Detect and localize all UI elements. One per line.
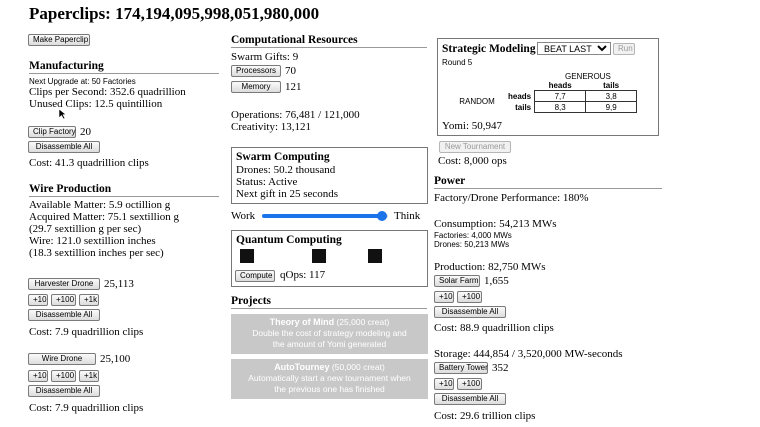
acquired-matter: Acquired Matter: 75.1 sextillion g [29,211,179,223]
harvester-plus-100-button[interactable]: +100 [51,294,76,306]
payoff-cell: 8,3 [535,102,586,113]
processors-count: 70 [285,65,296,77]
wire-plus-100-button[interactable]: +100 [51,370,76,382]
payoff-cell: 7,7 [535,91,586,102]
available-matter: Available Matter: 5.9 octillion g [29,199,171,211]
row-tails-label: tails [515,102,532,112]
project-description: Double the cost of strategy modeling and [252,328,407,338]
battery-tower-cost: Cost: 29.6 trillion clips [434,410,536,422]
payoff-cell: 3,8 [586,91,637,102]
make-paperclip-button[interactable]: Make Paperclip [28,34,90,46]
project-description: the previous one has finished [274,384,385,394]
operations-text: Operations: 76,481 / 121,000 [231,109,360,121]
solar-disassemble-button[interactable]: Disassemble All [434,306,506,318]
project-description: the amount of Yomi generated [272,339,387,349]
wire-plus-10-button[interactable]: +10 [28,370,48,382]
clips-per-second: Clips per Second: 352.6 quadrillion [29,86,186,98]
quantum-chip [312,249,326,263]
qops-text: qOps: 117 [280,269,326,281]
memory-button[interactable]: Memory [231,81,281,93]
wire-drone-button[interactable]: Wire Drone [28,353,96,365]
run-tournament-button[interactable]: Run [613,43,635,55]
work-think-slider-thumb[interactable] [377,211,387,221]
compute-button[interactable]: Compute [235,270,275,282]
swarm-computing-heading: Swarm Computing [236,151,330,163]
mouse-cursor-icon [58,108,67,120]
new-tournament-button[interactable]: New Tournament [439,141,511,153]
paperclips-counter: Paperclips: 174,194,095,998,051,980,000 [29,4,320,23]
drone-performance: Factory/Drone Performance: 180% [434,192,589,204]
project-title: AutoTourney [274,362,330,372]
swarm-status: Status: Active [236,176,298,188]
battery-plus-10-button[interactable]: +10 [434,378,454,390]
harvester-plus-10-button[interactable]: +10 [28,294,48,306]
swarm-gifts: Swarm Gifts: 9 [231,51,299,63]
solar-plus-10-button[interactable]: +10 [434,291,454,303]
strategy-select[interactable] [537,42,611,55]
payoff-cell: 9,9 [586,102,637,113]
wire-production-heading: Wire Production [29,183,112,195]
factories-consumption: Factories: 4,000 MWs [434,231,512,240]
power-storage: Storage: 444,854 / 3,520,000 MW-seconds [434,348,623,360]
work-label: Work [231,210,256,222]
battery-plus-100-button[interactable]: +100 [457,378,482,390]
solar-farm-count: 1,655 [484,275,509,287]
project-theory-of-mind[interactable] [231,314,428,354]
memory-count: 121 [285,81,302,93]
swarm-drones: Drones: 50.2 thousand [236,164,336,176]
wire-production-divider [29,196,219,197]
col-tails-label: tails [603,80,620,90]
computational-heading: Computational Resources [231,34,358,46]
harvester-plus-1k-button[interactable]: +1k [79,294,99,306]
project-cost: (50,000 creat) [331,362,385,372]
think-label: Think [394,210,421,222]
power-consumption: Consumption: 54,213 MWs [434,218,557,230]
matter-rate: (29.7 sextillion g per sec) [29,223,142,235]
payoff-row-header: RANDOM [459,97,495,106]
manufacturing-heading: Manufacturing [29,60,104,72]
drones-consumption: Drones: 50,213 MWs [434,240,510,249]
wire-amount: Wire: 121.0 sextillion inches [29,235,156,247]
harvester-drone-button[interactable]: Harvester Drone [28,278,100,290]
harvester-disassemble-button[interactable]: Disassemble All [28,309,100,321]
row-heads-label: heads [508,91,532,101]
payoff-matrix [449,80,637,113]
swarm-next-gift: Next gift in 25 seconds [236,188,339,200]
clip-factory-button[interactable]: Clip Factory [28,126,76,138]
solar-farm-button[interactable]: Solar Farm [434,275,480,287]
projects-heading: Projects [231,295,272,307]
yomi-text: Yomi: 50,947 [442,120,503,132]
factory-disassemble-button[interactable]: Disassemble All [28,141,100,153]
tournament-cost: Cost: 8,000 ops [438,155,507,167]
battery-tower-button[interactable]: Battery Tower [434,362,488,374]
clip-factory-count: 20 [80,126,91,138]
project-description: Automatically start a new tournament when [248,373,411,383]
project-title: Theory of Mind [269,317,335,327]
power-production: Production: 82,750 MWs [434,261,546,273]
quantum-computing-heading: Quantum Computing [236,234,342,246]
quantum-chip [240,249,254,263]
solar-plus-100-button[interactable]: +100 [457,291,482,303]
payoff-column-header: GENEROUS [565,72,611,81]
project-autotourney[interactable] [231,359,428,399]
wire-drone-cost: Cost: 7.9 quadrillion clips [29,402,144,414]
wire-drone-count: 25,100 [100,353,131,365]
processors-button[interactable]: Processors [231,65,281,77]
project-cost: (25,000 creat) [336,317,390,327]
round-text: Round 5 [442,58,473,67]
quantum-chip [368,249,382,263]
solar-farm-cost: Cost: 88.9 quadrillion clips [434,322,554,334]
harvester-drone-cost: Cost: 7.9 quadrillion clips [29,326,144,338]
wire-rate: (18.3 sextillion inches per sec) [29,247,164,259]
work-think-slider-track[interactable] [262,214,388,218]
harvester-drone-count: 25,113 [104,278,134,290]
wire-disassemble-button[interactable]: Disassemble All [28,385,100,397]
wire-plus-1k-button[interactable]: +1k [79,370,99,382]
power-divider [434,188,662,189]
unused-clips: Unused Clips: 12.5 quintillion [29,98,163,110]
battery-tower-count: 352 [492,362,509,374]
computational-divider [231,47,427,48]
col-heads-label: heads [548,80,572,90]
power-heading: Power [434,175,466,187]
battery-disassemble-button[interactable]: Disassemble All [434,393,506,405]
projects-divider [231,308,427,309]
clip-factory-cost: Cost: 41.3 quadrillion clips [29,157,149,169]
next-upgrade-text: Next Upgrade at: 50 Factories [29,77,136,86]
strategic-modeling-heading: Strategic Modeling [442,43,536,55]
manufacturing-divider [29,73,219,74]
creativity-text: Creativity: 13,121 [231,121,312,133]
